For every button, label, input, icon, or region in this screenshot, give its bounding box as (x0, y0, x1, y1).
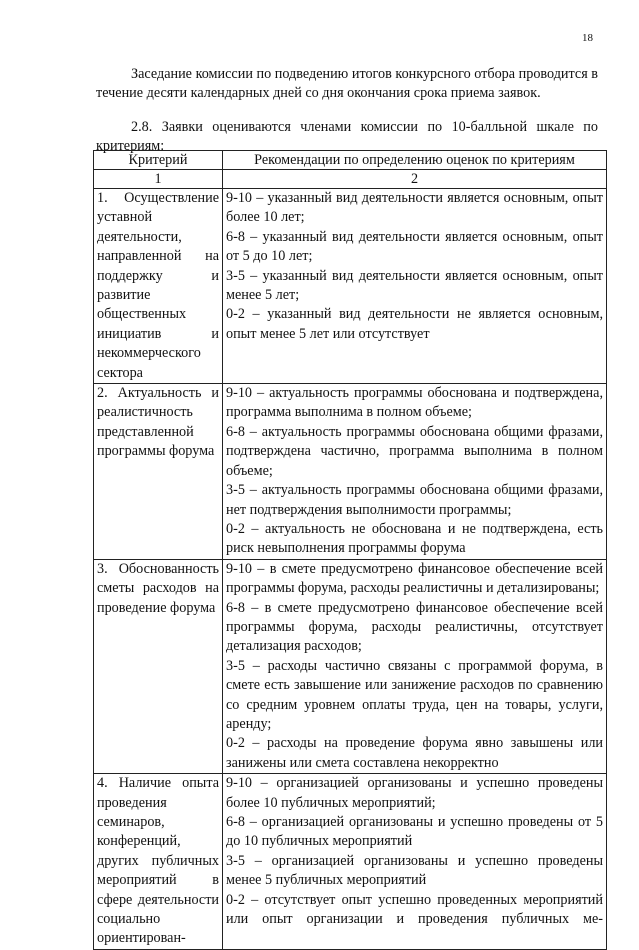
criterion-cell: 3. Обоснованность сметы расходов на проведение форума (94, 559, 223, 773)
criteria-lead-paragraph: 2.8. Заявки оцениваются членами комиссии по 10-балльной шкале по критериям: (96, 119, 598, 154)
recommendation-item: 0-2 – расходы на проведение форума явно завышены или занижены или смета составлена некорректно (226, 735, 603, 771)
recommendations-cell (223, 384, 607, 560)
recommendation-item: 9-10 – в смете предусмотрено финансовое обеспечение всей программы форума, расходы реалистичны и детализированы; (226, 560, 603, 597)
table-row (94, 774, 607, 950)
recommendation-item: 6-8 – указанный вид деятельности является основным, опыт от 5 до 10 лет; (226, 228, 603, 265)
table-row (94, 384, 607, 560)
recommendation-item: 0-2 – отсутствует опыт успешно проведенных мероприятий или опыт организации и проведения публичных ме- (226, 891, 603, 928)
page-number: 18 (582, 32, 593, 44)
criterion-cell: 1. Осуществление уставной деятельности, направленной на поддержку и развитие общественных инициатив и некоммерческого сектора (94, 189, 223, 384)
recommendation-item: 0-2 – актуальность не обоснована и не подтверждена, есть риск невыполнения программы форума (226, 520, 603, 557)
recommendation-item: 6-8 – организацией организованы и успешно проведены от 5 до 10 публичных мероприятий (226, 814, 603, 850)
recommendation-item: 9-10 – актуальность программы обоснована и подтверждена, программа выполнима в полном объеме; (226, 385, 603, 421)
recommendation-item: 3-5 – актуальность программы обоснована общими фразами, нет подтверждения выполнимости программы; (226, 482, 603, 518)
table-header-row (94, 151, 607, 170)
criterion-cell: 2. Актуальность и реалистичность представленной программы форума (94, 384, 223, 560)
criteria-table (93, 150, 607, 950)
recommendation-item: 3-5 – указанный вид деятельности является основным, опыт менее 5 лет; (226, 267, 603, 304)
recommendation-item: 3-5 – расходы частично связаны с программой форума, в смете есть завышение или занижение расходов по сравнению со средним уровнем оплаты труда, цен на товары, услуги, аренду; (226, 657, 603, 732)
column-number: 1 (94, 170, 223, 189)
recommendation-item: 9-10 – организацией организованы и успешно проведены более 10 публичных мероприятий; (226, 775, 603, 811)
recommendations-cell (223, 774, 607, 950)
recommendation-item: 3-5 – организацией организованы и успешно проведены менее 5 публичных мероприятий (226, 852, 603, 889)
criterion-cell: 4. Наличие опыта проведения семинаров, конференций, других публичных мероприятий в сфере деятельности социально ориентирован- (94, 774, 223, 950)
column-number-row (94, 170, 607, 189)
recommendations-cell (223, 189, 607, 384)
recommendation-item: 0-2 – указанный вид деятельности не является основным, опыт менее 5 лет или отсутствует (226, 306, 603, 342)
recommendations-cell (223, 559, 607, 773)
table-row (94, 189, 607, 384)
header-recommendations: Рекомендации по определению оценок по критериям (223, 151, 607, 170)
recommendation-item: 6-8 – в смете предусмотрено финансовое обеспечение всей программы форума, расходы реалистичны, отсутствует детализация расходов; (226, 599, 603, 655)
table-row (94, 559, 607, 773)
recommendation-item: 6-8 – актуальность программы обоснована общими фразами, подтверждена частично, программа выполнима в полном объеме; (226, 423, 603, 479)
recommendation-item: 9-10 – указанный вид деятельности является основным, опыт более 10 лет; (226, 190, 603, 226)
intro-paragraph: Заседание комиссии по подведению итогов конкурсного отбора проводится в течение десяти календарных дней со дня окончания срока приема заявок. (96, 66, 598, 101)
column-number: 2 (223, 170, 607, 189)
header-criterion: Критерий (94, 151, 223, 170)
